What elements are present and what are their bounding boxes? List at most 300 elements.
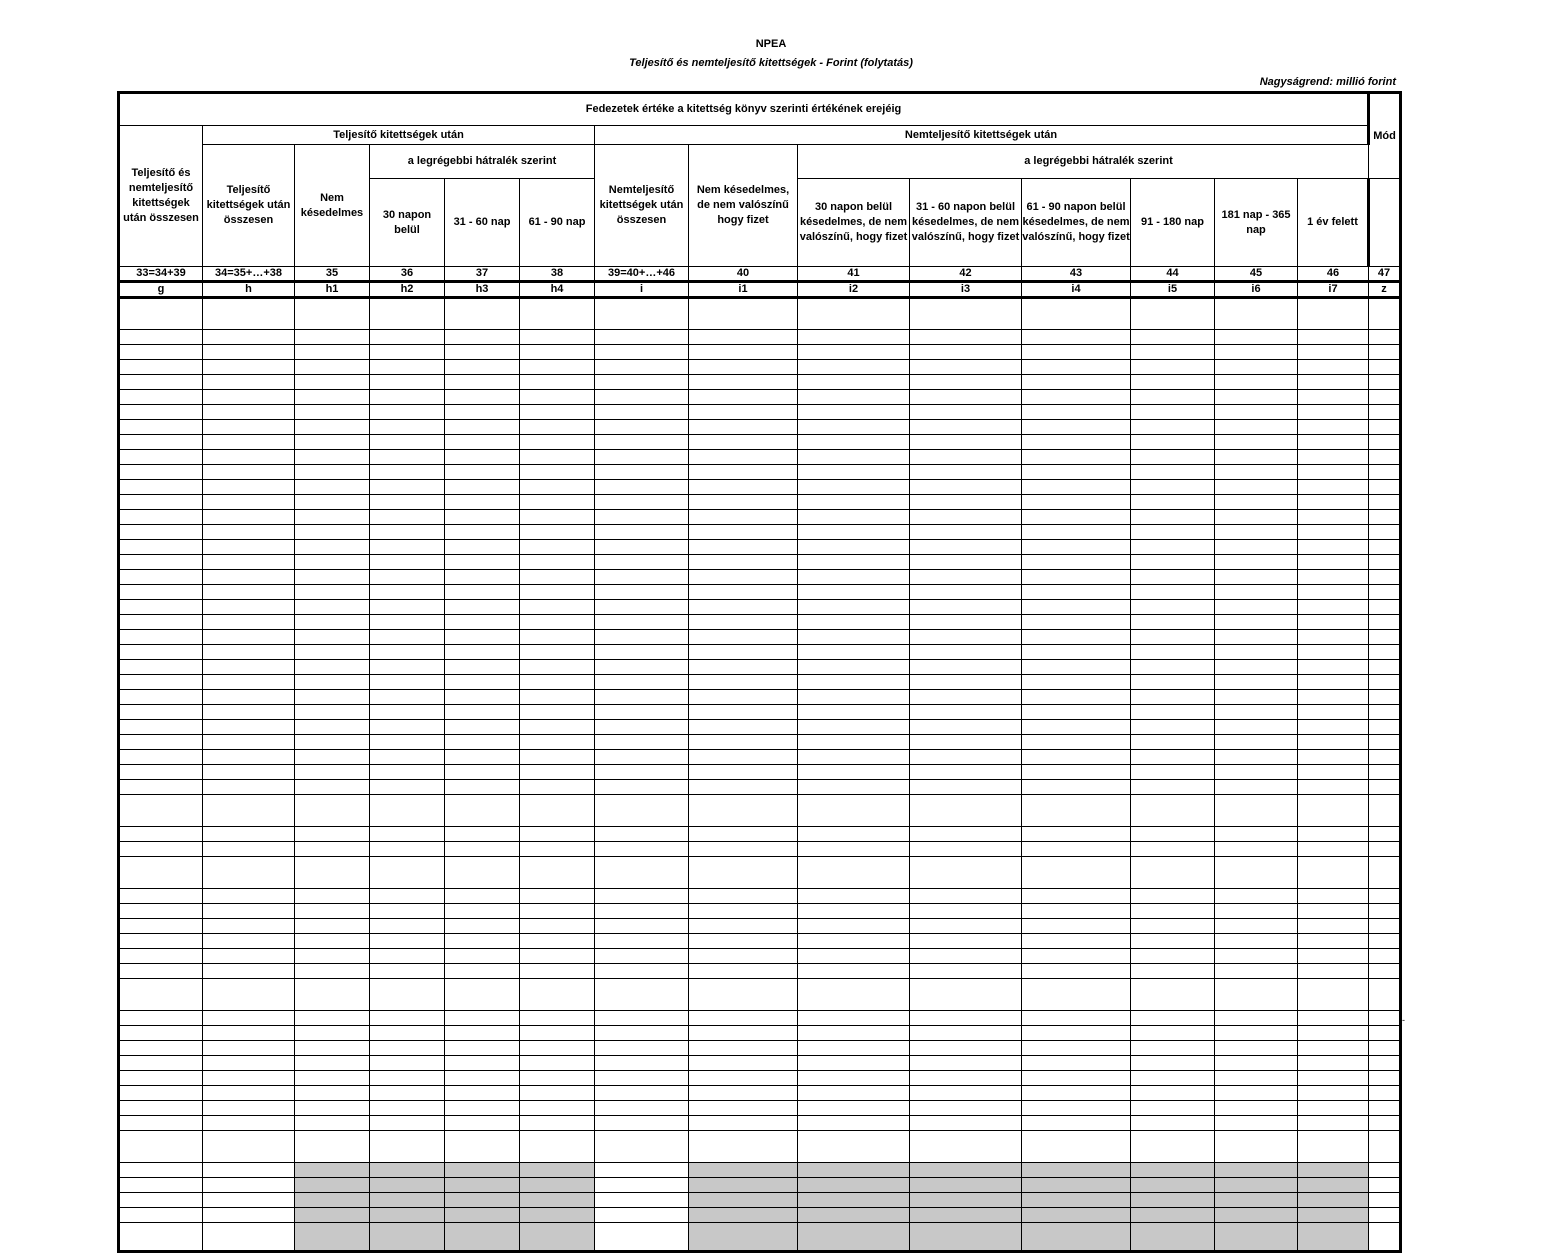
data-cell[interactable] <box>520 390 595 405</box>
data-cell[interactable] <box>520 645 595 660</box>
data-cell[interactable] <box>203 1163 295 1178</box>
data-cell[interactable] <box>119 765 203 780</box>
data-cell[interactable] <box>595 600 689 615</box>
data-cell[interactable] <box>1369 1163 1401 1178</box>
data-cell[interactable] <box>445 675 520 690</box>
data-cell[interactable] <box>1369 510 1401 525</box>
data-cell[interactable] <box>1298 390 1369 405</box>
data-cell[interactable] <box>1215 795 1298 827</box>
data-cell[interactable] <box>910 495 1022 510</box>
data-cell[interactable] <box>295 979 370 1011</box>
data-cell[interactable] <box>689 720 798 735</box>
data-cell[interactable] <box>1131 510 1215 525</box>
data-cell[interactable] <box>1215 1208 1298 1223</box>
data-cell[interactable] <box>910 298 1022 330</box>
data-cell[interactable] <box>910 979 1022 1011</box>
data-cell[interactable] <box>1298 360 1369 375</box>
data-cell[interactable] <box>203 600 295 615</box>
data-cell[interactable] <box>1022 1116 1131 1131</box>
data-cell[interactable] <box>798 1011 910 1026</box>
data-cell[interactable] <box>1131 964 1215 979</box>
data-cell[interactable] <box>370 1178 445 1193</box>
data-cell[interactable] <box>1369 570 1401 585</box>
data-cell[interactable] <box>1298 480 1369 495</box>
data-cell[interactable] <box>689 510 798 525</box>
data-cell[interactable] <box>1215 390 1298 405</box>
data-cell[interactable] <box>1369 720 1401 735</box>
data-cell[interactable] <box>295 780 370 795</box>
data-cell[interactable] <box>520 1178 595 1193</box>
data-cell[interactable] <box>1298 765 1369 780</box>
data-cell[interactable] <box>370 645 445 660</box>
data-cell[interactable] <box>520 570 595 585</box>
data-cell[interactable] <box>445 600 520 615</box>
data-cell[interactable] <box>1215 1131 1298 1163</box>
data-cell[interactable] <box>595 345 689 360</box>
data-cell[interactable] <box>1131 450 1215 465</box>
data-cell[interactable] <box>203 919 295 934</box>
data-cell[interactable] <box>595 1131 689 1163</box>
data-cell[interactable] <box>1298 585 1369 600</box>
data-cell[interactable] <box>370 827 445 842</box>
data-cell[interactable] <box>1369 540 1401 555</box>
data-cell[interactable] <box>595 964 689 979</box>
data-cell[interactable] <box>119 510 203 525</box>
data-cell[interactable] <box>1131 555 1215 570</box>
data-cell[interactable] <box>1215 675 1298 690</box>
data-cell[interactable] <box>520 1193 595 1208</box>
data-cell[interactable] <box>1298 675 1369 690</box>
data-cell[interactable] <box>1369 765 1401 780</box>
data-cell[interactable] <box>1131 857 1215 889</box>
data-cell[interactable] <box>1131 842 1215 857</box>
data-cell[interactable] <box>689 964 798 979</box>
data-cell[interactable] <box>1022 720 1131 735</box>
data-cell[interactable] <box>689 615 798 630</box>
data-cell[interactable] <box>689 1071 798 1086</box>
data-cell[interactable] <box>203 1071 295 1086</box>
data-cell[interactable] <box>1131 540 1215 555</box>
data-cell[interactable] <box>1022 705 1131 720</box>
data-cell[interactable] <box>1215 540 1298 555</box>
data-cell[interactable] <box>1298 1101 1369 1116</box>
data-cell[interactable] <box>1131 1163 1215 1178</box>
data-cell[interactable] <box>798 1116 910 1131</box>
data-cell[interactable] <box>445 1071 520 1086</box>
data-cell[interactable] <box>1298 904 1369 919</box>
data-cell[interactable] <box>203 555 295 570</box>
data-cell[interactable] <box>370 1101 445 1116</box>
data-cell[interactable] <box>595 480 689 495</box>
data-cell[interactable] <box>119 979 203 1011</box>
data-cell[interactable] <box>1298 919 1369 934</box>
data-cell[interactable] <box>595 827 689 842</box>
data-cell[interactable] <box>1215 1116 1298 1131</box>
data-cell[interactable] <box>689 1223 798 1252</box>
data-cell[interactable] <box>295 1041 370 1056</box>
data-cell[interactable] <box>1369 585 1401 600</box>
data-cell[interactable] <box>370 435 445 450</box>
data-cell[interactable] <box>1369 705 1401 720</box>
data-cell[interactable] <box>370 842 445 857</box>
data-cell[interactable] <box>798 964 910 979</box>
data-cell[interactable] <box>119 1101 203 1116</box>
data-cell[interactable] <box>1369 904 1401 919</box>
data-cell[interactable] <box>1022 842 1131 857</box>
data-cell[interactable] <box>520 1131 595 1163</box>
data-cell[interactable] <box>295 1071 370 1086</box>
data-cell[interactable] <box>445 1178 520 1193</box>
data-cell[interactable] <box>1369 1131 1401 1163</box>
data-cell[interactable] <box>1369 1086 1401 1101</box>
data-cell[interactable] <box>370 405 445 420</box>
data-cell[interactable] <box>689 1178 798 1193</box>
data-cell[interactable] <box>689 435 798 450</box>
data-cell[interactable] <box>595 889 689 904</box>
data-cell[interactable] <box>119 360 203 375</box>
data-cell[interactable] <box>203 889 295 904</box>
data-cell[interactable] <box>1022 889 1131 904</box>
data-cell[interactable] <box>370 979 445 1011</box>
data-cell[interactable] <box>370 1011 445 1026</box>
data-cell[interactable] <box>1369 1071 1401 1086</box>
data-cell[interactable] <box>595 585 689 600</box>
data-cell[interactable] <box>119 480 203 495</box>
data-cell[interactable] <box>295 1011 370 1026</box>
data-cell[interactable] <box>1215 1026 1298 1041</box>
data-cell[interactable] <box>1215 660 1298 675</box>
data-cell[interactable] <box>1131 405 1215 420</box>
data-cell[interactable] <box>798 660 910 675</box>
data-cell[interactable] <box>1369 420 1401 435</box>
data-cell[interactable] <box>689 405 798 420</box>
data-cell[interactable] <box>295 889 370 904</box>
data-cell[interactable] <box>798 750 910 765</box>
data-cell[interactable] <box>295 480 370 495</box>
data-cell[interactable] <box>595 645 689 660</box>
data-cell[interactable] <box>445 540 520 555</box>
data-cell[interactable] <box>1215 585 1298 600</box>
data-cell[interactable] <box>370 1116 445 1131</box>
data-cell[interactable] <box>595 1011 689 1026</box>
data-cell[interactable] <box>203 795 295 827</box>
data-cell[interactable] <box>203 1131 295 1163</box>
data-cell[interactable] <box>295 1026 370 1041</box>
data-cell[interactable] <box>1369 1101 1401 1116</box>
data-cell[interactable] <box>689 465 798 480</box>
data-cell[interactable] <box>520 465 595 480</box>
data-cell[interactable] <box>119 420 203 435</box>
data-cell[interactable] <box>1215 857 1298 889</box>
data-cell[interactable] <box>370 660 445 675</box>
data-cell[interactable] <box>370 675 445 690</box>
data-cell[interactable] <box>295 1208 370 1223</box>
data-cell[interactable] <box>295 690 370 705</box>
data-cell[interactable] <box>295 735 370 750</box>
data-cell[interactable] <box>1298 795 1369 827</box>
data-cell[interactable] <box>595 540 689 555</box>
data-cell[interactable] <box>595 765 689 780</box>
data-cell[interactable] <box>910 690 1022 705</box>
data-cell[interactable] <box>520 934 595 949</box>
data-cell[interactable] <box>203 675 295 690</box>
data-cell[interactable] <box>445 964 520 979</box>
data-cell[interactable] <box>370 510 445 525</box>
data-cell[interactable] <box>370 1041 445 1056</box>
data-cell[interactable] <box>370 934 445 949</box>
data-cell[interactable] <box>1369 857 1401 889</box>
data-cell[interactable] <box>295 298 370 330</box>
data-cell[interactable] <box>1131 1116 1215 1131</box>
data-cell[interactable] <box>595 1178 689 1193</box>
data-cell[interactable] <box>1022 675 1131 690</box>
data-cell[interactable] <box>1298 934 1369 949</box>
data-cell[interactable] <box>119 1056 203 1071</box>
data-cell[interactable] <box>1298 705 1369 720</box>
data-cell[interactable] <box>595 919 689 934</box>
data-cell[interactable] <box>689 919 798 934</box>
data-cell[interactable] <box>119 1116 203 1131</box>
data-cell[interactable] <box>295 465 370 480</box>
data-cell[interactable] <box>1298 555 1369 570</box>
data-cell[interactable] <box>295 435 370 450</box>
data-cell[interactable] <box>1369 1041 1401 1056</box>
data-cell[interactable] <box>520 904 595 919</box>
data-cell[interactable] <box>1022 450 1131 465</box>
data-cell[interactable] <box>689 480 798 495</box>
data-cell[interactable] <box>1022 827 1131 842</box>
data-cell[interactable] <box>595 630 689 645</box>
data-cell[interactable] <box>1298 540 1369 555</box>
data-cell[interactable] <box>595 1041 689 1056</box>
data-cell[interactable] <box>119 435 203 450</box>
data-cell[interactable] <box>445 795 520 827</box>
data-cell[interactable] <box>910 450 1022 465</box>
data-cell[interactable] <box>689 735 798 750</box>
data-cell[interactable] <box>520 964 595 979</box>
data-cell[interactable] <box>689 780 798 795</box>
data-cell[interactable] <box>910 375 1022 390</box>
data-cell[interactable] <box>1298 298 1369 330</box>
data-cell[interactable] <box>1298 525 1369 540</box>
data-cell[interactable] <box>595 1026 689 1041</box>
data-cell[interactable] <box>119 540 203 555</box>
data-cell[interactable] <box>370 1208 445 1223</box>
data-cell[interactable] <box>1369 345 1401 360</box>
data-cell[interactable] <box>445 735 520 750</box>
data-cell[interactable] <box>910 540 1022 555</box>
data-cell[interactable] <box>1215 1178 1298 1193</box>
data-cell[interactable] <box>520 842 595 857</box>
data-cell[interactable] <box>370 330 445 345</box>
data-cell[interactable] <box>1298 1056 1369 1071</box>
data-cell[interactable] <box>1131 645 1215 660</box>
data-cell[interactable] <box>520 330 595 345</box>
data-cell[interactable] <box>798 720 910 735</box>
data-cell[interactable] <box>1369 645 1401 660</box>
data-cell[interactable] <box>520 405 595 420</box>
data-cell[interactable] <box>689 705 798 720</box>
data-cell[interactable] <box>203 420 295 435</box>
data-cell[interactable] <box>119 525 203 540</box>
data-cell[interactable] <box>520 615 595 630</box>
data-cell[interactable] <box>520 1071 595 1086</box>
data-cell[interactable] <box>370 375 445 390</box>
data-cell[interactable] <box>520 705 595 720</box>
data-cell[interactable] <box>1022 465 1131 480</box>
data-cell[interactable] <box>1022 345 1131 360</box>
data-cell[interactable] <box>689 360 798 375</box>
data-cell[interactable] <box>1369 1056 1401 1071</box>
data-cell[interactable] <box>295 1223 370 1252</box>
data-cell[interactable] <box>1298 630 1369 645</box>
data-cell[interactable] <box>910 585 1022 600</box>
data-cell[interactable] <box>1215 949 1298 964</box>
data-cell[interactable] <box>1131 1223 1215 1252</box>
data-cell[interactable] <box>595 720 689 735</box>
data-cell[interactable] <box>203 1116 295 1131</box>
data-cell[interactable] <box>1131 1086 1215 1101</box>
data-cell[interactable] <box>119 630 203 645</box>
data-cell[interactable] <box>370 360 445 375</box>
data-cell[interactable] <box>798 495 910 510</box>
data-cell[interactable] <box>1298 889 1369 904</box>
data-cell[interactable] <box>1022 1163 1131 1178</box>
data-cell[interactable] <box>1215 979 1298 1011</box>
data-cell[interactable] <box>203 780 295 795</box>
data-cell[interactable] <box>370 1223 445 1252</box>
data-cell[interactable] <box>595 570 689 585</box>
data-cell[interactable] <box>520 1056 595 1071</box>
data-cell[interactable] <box>1298 1071 1369 1086</box>
data-cell[interactable] <box>295 904 370 919</box>
data-cell[interactable] <box>1022 1223 1131 1252</box>
data-cell[interactable] <box>1022 405 1131 420</box>
data-cell[interactable] <box>1022 480 1131 495</box>
data-cell[interactable] <box>1022 949 1131 964</box>
data-cell[interactable] <box>370 750 445 765</box>
data-cell[interactable] <box>1022 615 1131 630</box>
data-cell[interactable] <box>1131 570 1215 585</box>
data-cell[interactable] <box>1022 1193 1131 1208</box>
data-cell[interactable] <box>595 525 689 540</box>
data-cell[interactable] <box>295 555 370 570</box>
data-cell[interactable] <box>370 298 445 330</box>
data-cell[interactable] <box>910 1223 1022 1252</box>
data-cell[interactable] <box>1022 630 1131 645</box>
data-cell[interactable] <box>798 360 910 375</box>
data-cell[interactable] <box>203 495 295 510</box>
data-cell[interactable] <box>1022 765 1131 780</box>
data-cell[interactable] <box>798 390 910 405</box>
data-cell[interactable] <box>1131 435 1215 450</box>
data-cell[interactable] <box>689 345 798 360</box>
data-cell[interactable] <box>520 480 595 495</box>
data-cell[interactable] <box>1131 750 1215 765</box>
data-cell[interactable] <box>445 465 520 480</box>
data-cell[interactable] <box>445 390 520 405</box>
data-cell[interactable] <box>1022 1071 1131 1086</box>
data-cell[interactable] <box>119 330 203 345</box>
data-cell[interactable] <box>203 842 295 857</box>
data-cell[interactable] <box>798 1041 910 1056</box>
data-cell[interactable] <box>1298 570 1369 585</box>
data-cell[interactable] <box>1298 495 1369 510</box>
data-cell[interactable] <box>445 979 520 1011</box>
data-cell[interactable] <box>203 570 295 585</box>
data-cell[interactable] <box>119 390 203 405</box>
data-cell[interactable] <box>295 705 370 720</box>
data-cell[interactable] <box>1298 465 1369 480</box>
data-cell[interactable] <box>798 904 910 919</box>
data-cell[interactable] <box>910 435 1022 450</box>
data-cell[interactable] <box>119 405 203 420</box>
data-cell[interactable] <box>1369 934 1401 949</box>
data-cell[interactable] <box>1298 645 1369 660</box>
data-cell[interactable] <box>1022 360 1131 375</box>
data-cell[interactable] <box>595 375 689 390</box>
data-cell[interactable] <box>1131 525 1215 540</box>
data-cell[interactable] <box>1022 964 1131 979</box>
data-cell[interactable] <box>370 495 445 510</box>
data-cell[interactable] <box>1022 1026 1131 1041</box>
data-cell[interactable] <box>595 405 689 420</box>
data-cell[interactable] <box>370 555 445 570</box>
data-cell[interactable] <box>798 540 910 555</box>
data-cell[interactable] <box>798 420 910 435</box>
data-cell[interactable] <box>119 1086 203 1101</box>
data-cell[interactable] <box>595 360 689 375</box>
data-cell[interactable] <box>445 1116 520 1131</box>
data-cell[interactable] <box>595 420 689 435</box>
data-cell[interactable] <box>295 375 370 390</box>
data-cell[interactable] <box>798 1071 910 1086</box>
data-cell[interactable] <box>445 690 520 705</box>
data-cell[interactable] <box>1215 919 1298 934</box>
data-cell[interactable] <box>1298 964 1369 979</box>
data-cell[interactable] <box>1022 1011 1131 1026</box>
data-cell[interactable] <box>520 495 595 510</box>
data-cell[interactable] <box>1131 390 1215 405</box>
data-cell[interactable] <box>295 420 370 435</box>
data-cell[interactable] <box>295 495 370 510</box>
data-cell[interactable] <box>1131 585 1215 600</box>
data-cell[interactable] <box>910 735 1022 750</box>
data-cell[interactable] <box>595 1071 689 1086</box>
data-cell[interactable] <box>1369 1223 1401 1252</box>
data-cell[interactable] <box>295 765 370 780</box>
data-cell[interactable] <box>798 780 910 795</box>
data-cell[interactable] <box>520 675 595 690</box>
data-cell[interactable] <box>910 480 1022 495</box>
data-cell[interactable] <box>689 904 798 919</box>
data-cell[interactable] <box>119 615 203 630</box>
data-cell[interactable] <box>595 735 689 750</box>
data-cell[interactable] <box>910 360 1022 375</box>
data-cell[interactable] <box>1022 1086 1131 1101</box>
data-cell[interactable] <box>1369 735 1401 750</box>
data-cell[interactable] <box>1215 420 1298 435</box>
data-cell[interactable] <box>1131 1101 1215 1116</box>
data-cell[interactable] <box>370 795 445 827</box>
data-cell[interactable] <box>910 705 1022 720</box>
data-cell[interactable] <box>445 1056 520 1071</box>
data-cell[interactable] <box>119 1026 203 1041</box>
data-cell[interactable] <box>910 1101 1022 1116</box>
data-cell[interactable] <box>798 1223 910 1252</box>
data-cell[interactable] <box>119 675 203 690</box>
data-cell[interactable] <box>1215 600 1298 615</box>
